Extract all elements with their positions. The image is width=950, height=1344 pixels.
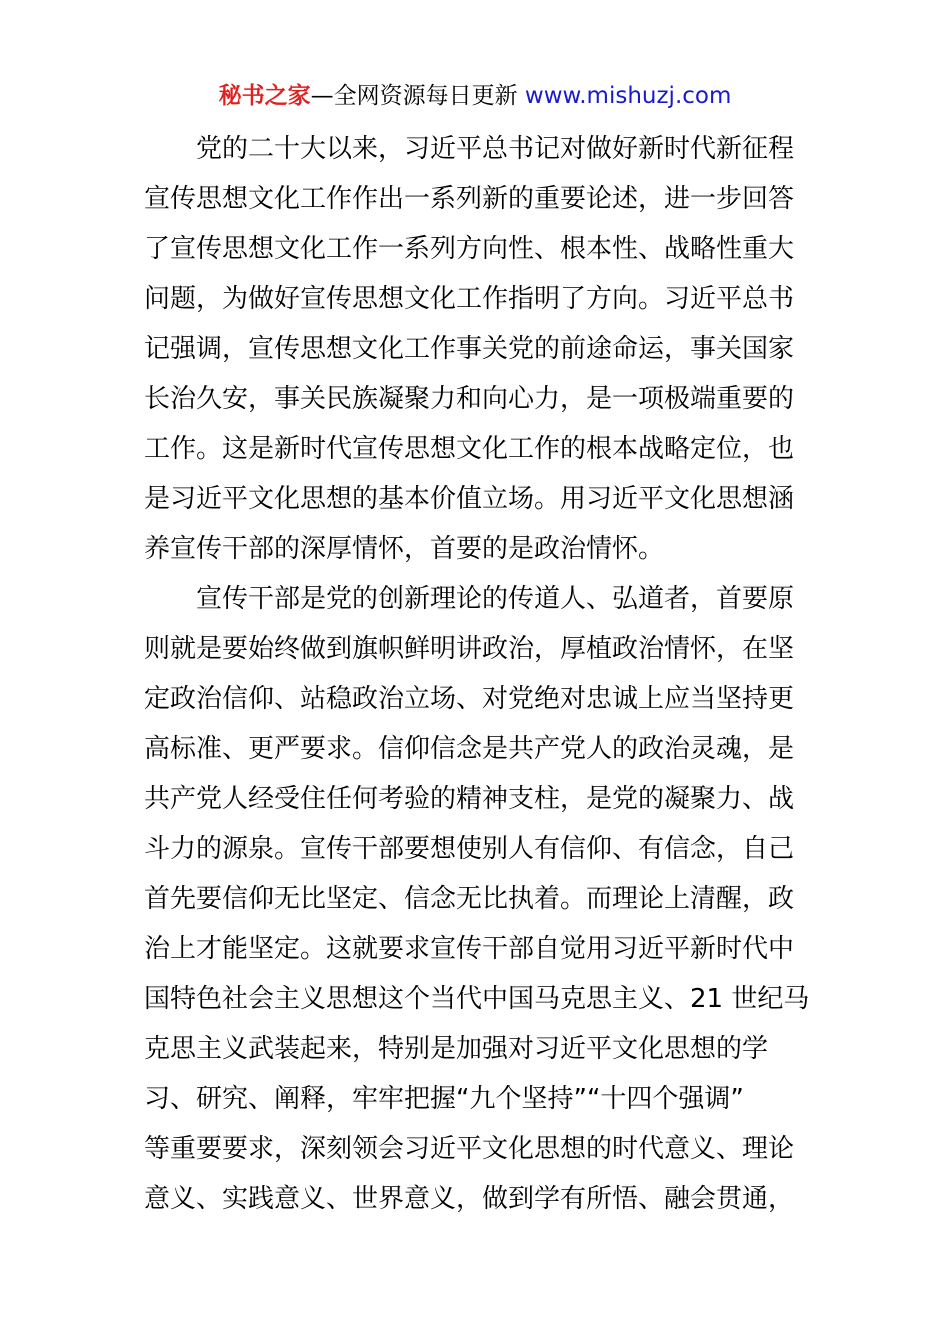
paragraph-1-line-4: 问题，为做好宣传思想文化工作指明了方向。习近平总书: [144, 284, 795, 314]
paragraph-2-line-10: 克思主义武装起来，特别是加强对习近平文化思想的学: [144, 1034, 769, 1064]
paragraph-2-line-6: 斗力的源泉。宣传干部要想使别人有信仰、有信念，自己: [144, 834, 795, 864]
paragraph-1-line-7: 工作。这是新时代宣传思想文化工作的根本战略定位，也: [144, 434, 795, 464]
paragraph-1-line-2: 宣传思想文化工作作出一系列新的重要论述，进一步回答: [144, 184, 795, 214]
paragraph-2-line-3: 定政治信仰、站稳政治立场、对党绝对忠诚上应当坚持更: [144, 684, 795, 714]
paragraph-2-line-4: 高标准、更严要求。信仰信念是共产党人的政治灵魂，是: [144, 734, 795, 764]
paragraph-1-line-5: 记强调，宣传思想文化工作事关党的前途命运，事关国家: [144, 334, 795, 364]
paragraph-1-line-9: 养宣传干部的深厚情怀，首要的是政治情怀。: [144, 534, 665, 564]
document-body: [144, 124, 808, 1224]
paragraph-2-line-2: 则就是要始终做到旗帜鲜明讲政治，厚植政治情怀，在坚: [144, 634, 795, 664]
paragraph-2-line-9: 国特色社会主义思想这个当代中国马克思主义、21 世纪马: [144, 984, 810, 1014]
paragraph-2-line-13: 意义、实践意义、世界意义，做到学有所悟、融会贯通，: [144, 1184, 795, 1214]
paragraph-1-line-8: 是习近平文化思想的基本价值立场。用习近平文化思想涵: [144, 484, 795, 514]
paragraph-2-line-12: 等重要要求，深刻领会习近平文化思想的时代意义、理论: [144, 1134, 795, 1164]
paragraph-2-line-7: 首先要信仰无比坚定、信念无比执着。而理论上清醒，政: [144, 884, 795, 914]
paragraph-1-line-6: 长治久安，事关民族凝聚力和向心力，是一项极端重要的: [144, 384, 795, 414]
paragraph-2-line-8: 治上才能坚定。这就要求宣传干部自觉用习近平新时代中: [144, 934, 795, 964]
header-brand: 秘书之家: [218, 83, 311, 109]
header-tagline: —全网资源每日更新: [310, 83, 525, 109]
page-header: [0, 80, 950, 112]
paragraph-1-line-1: 党的二十大以来，习近平总书记对做好新时代新征程: [196, 134, 795, 164]
paragraph-2-line-1: 宣传干部是党的创新理论的传道人、弘道者，首要原: [196, 584, 795, 614]
paragraph-2-line-11: 习、研究、阐释，牢牢把握“九个坚持”“十四个强调”: [144, 1084, 744, 1114]
paragraph-2-line-5: 共产党人经受住任何考验的精神支柱，是党的凝聚力、战: [144, 784, 795, 814]
header-site-link[interactable]: www.mishuzj.com: [524, 83, 732, 109]
paragraph-1-line-3: 了宣传思想文化工作一系列方向性、根本性、战略性重大: [144, 234, 795, 264]
